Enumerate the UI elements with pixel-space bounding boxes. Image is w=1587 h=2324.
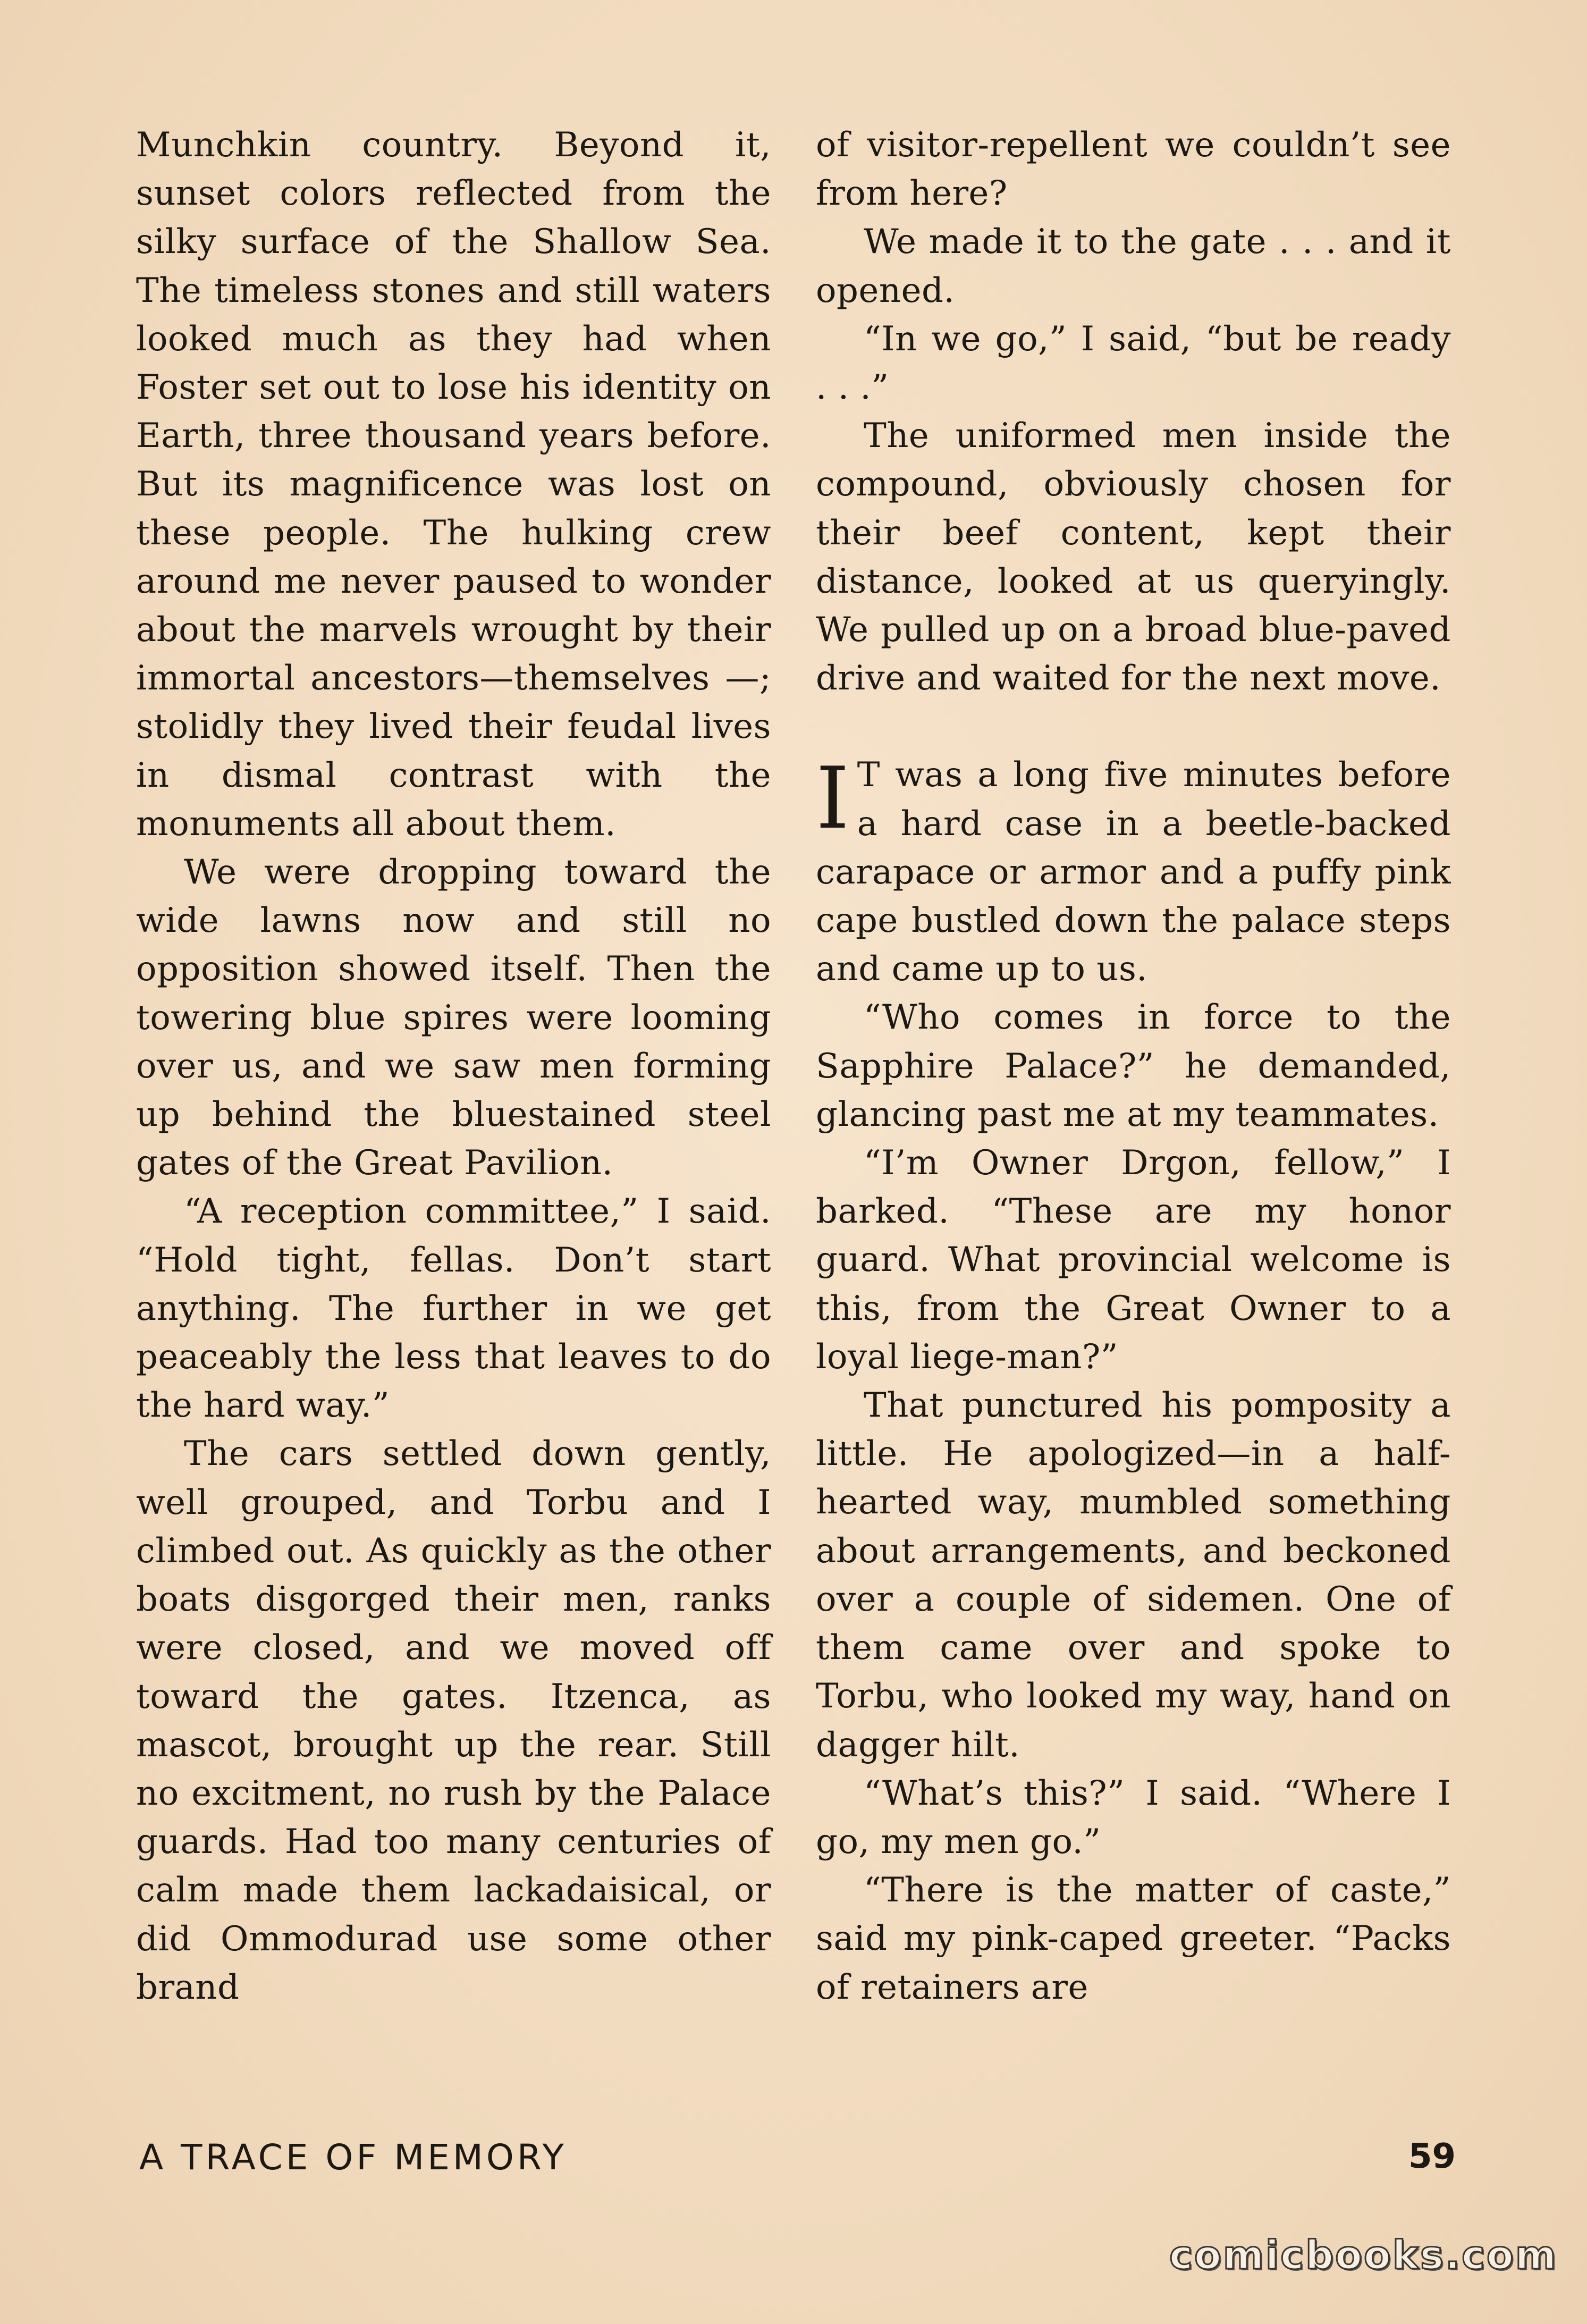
paragraph: The cars settled down gently, well grouped, and Torbu and I climbed out. As quickly as the other boats disgorged their men, ranks were closed, and we moved off toward the gates. Itzenca, as mascot, brought up the rear. Still no excitment, no rush by the Palace guards. Had too many centuries of calm made them lackadaisical, or did Ommodurad use some other brand — [136, 1434, 771, 2007]
paragraph: “I’m Owner Drgon, fellow,” I barked. “These are my honor guard. What provincial welcome is this, from the Great Owner to a loyal liege-man?” — [816, 1143, 1451, 1377]
left-text-column — [136, 121, 771, 2012]
paragraph: “A reception committee,” I said. “Hold tight, fellas. Don’t start anything. The further in we get peaceably the less that leaves to do the hard way.” — [136, 1192, 771, 1426]
paragraph-text: T was a long five minutes before a hard case in a beetle-backed carapace or armor and a puffy pink cape bustled down the palace steps and came up to us. — [816, 755, 1451, 989]
paragraph: of visitor-repellent we couldn’t see from here? — [816, 125, 1451, 214]
page-number: 59 — [1408, 2137, 1456, 2176]
paragraph: “What’s this?” I said. “Where I go, my men go.” — [816, 1773, 1451, 1862]
paragraph: The uniformed men inside the compound, obviously chosen for their beef content, kept their distance, looked at us queryingly. We pulled up on a broad blue-paved drive and waited for the next move. — [816, 416, 1451, 698]
paragraph: We were dropping toward the wide lawns now and still no opposition showed itself. Then the towering blue spires were looming over us, and we saw men forming up behind the bluestained steel gates of the Great Pavilion. — [136, 853, 771, 1183]
right-text-column — [816, 121, 1451, 2012]
section-start-paragraph — [816, 748, 1451, 993]
paragraph: We made it to the gate . . . and it opened. — [816, 222, 1451, 310]
paragraph: Munchkin country. Beyond it, sunset colors reflected from the silky surface of the Shallow Sea. The timeless stones and still waters looked much as they had when Foster set out to lose his identity on Earth, three thousand years before. But its magnificence was lost on these people. The hulking crew around me never paused to wonder about the marvels wrought by their immortal ancestors—themselves —; stolidly they lived their feudal lives in dismal contrast with the monuments all about them. — [136, 125, 771, 844]
site-watermark: comicbooks.com — [1169, 2233, 1558, 2278]
drop-cap: I — [816, 748, 850, 848]
running-footer-title: A TRACE OF MEMORY — [139, 2137, 567, 2178]
paragraph: “There is the matter of caste,” said my pink-caped greeter. “Packs of retainers are — [816, 1871, 1451, 2007]
paragraph: “Who comes in force to the Sapphire Palace?” he demanded, glancing past me at my teammates. — [816, 998, 1451, 1134]
paragraph: That punctured his pomposity a little. He apologized—in a half-hearted way, mumbled something about arrangements, and beckoned over a couple of sidemen. One of them came over and spoke to Torbu, who looked my way, hand on dagger hilt. — [816, 1386, 1451, 1765]
paragraph: “In we go,” I said, “but be ready . . .” — [816, 319, 1451, 408]
